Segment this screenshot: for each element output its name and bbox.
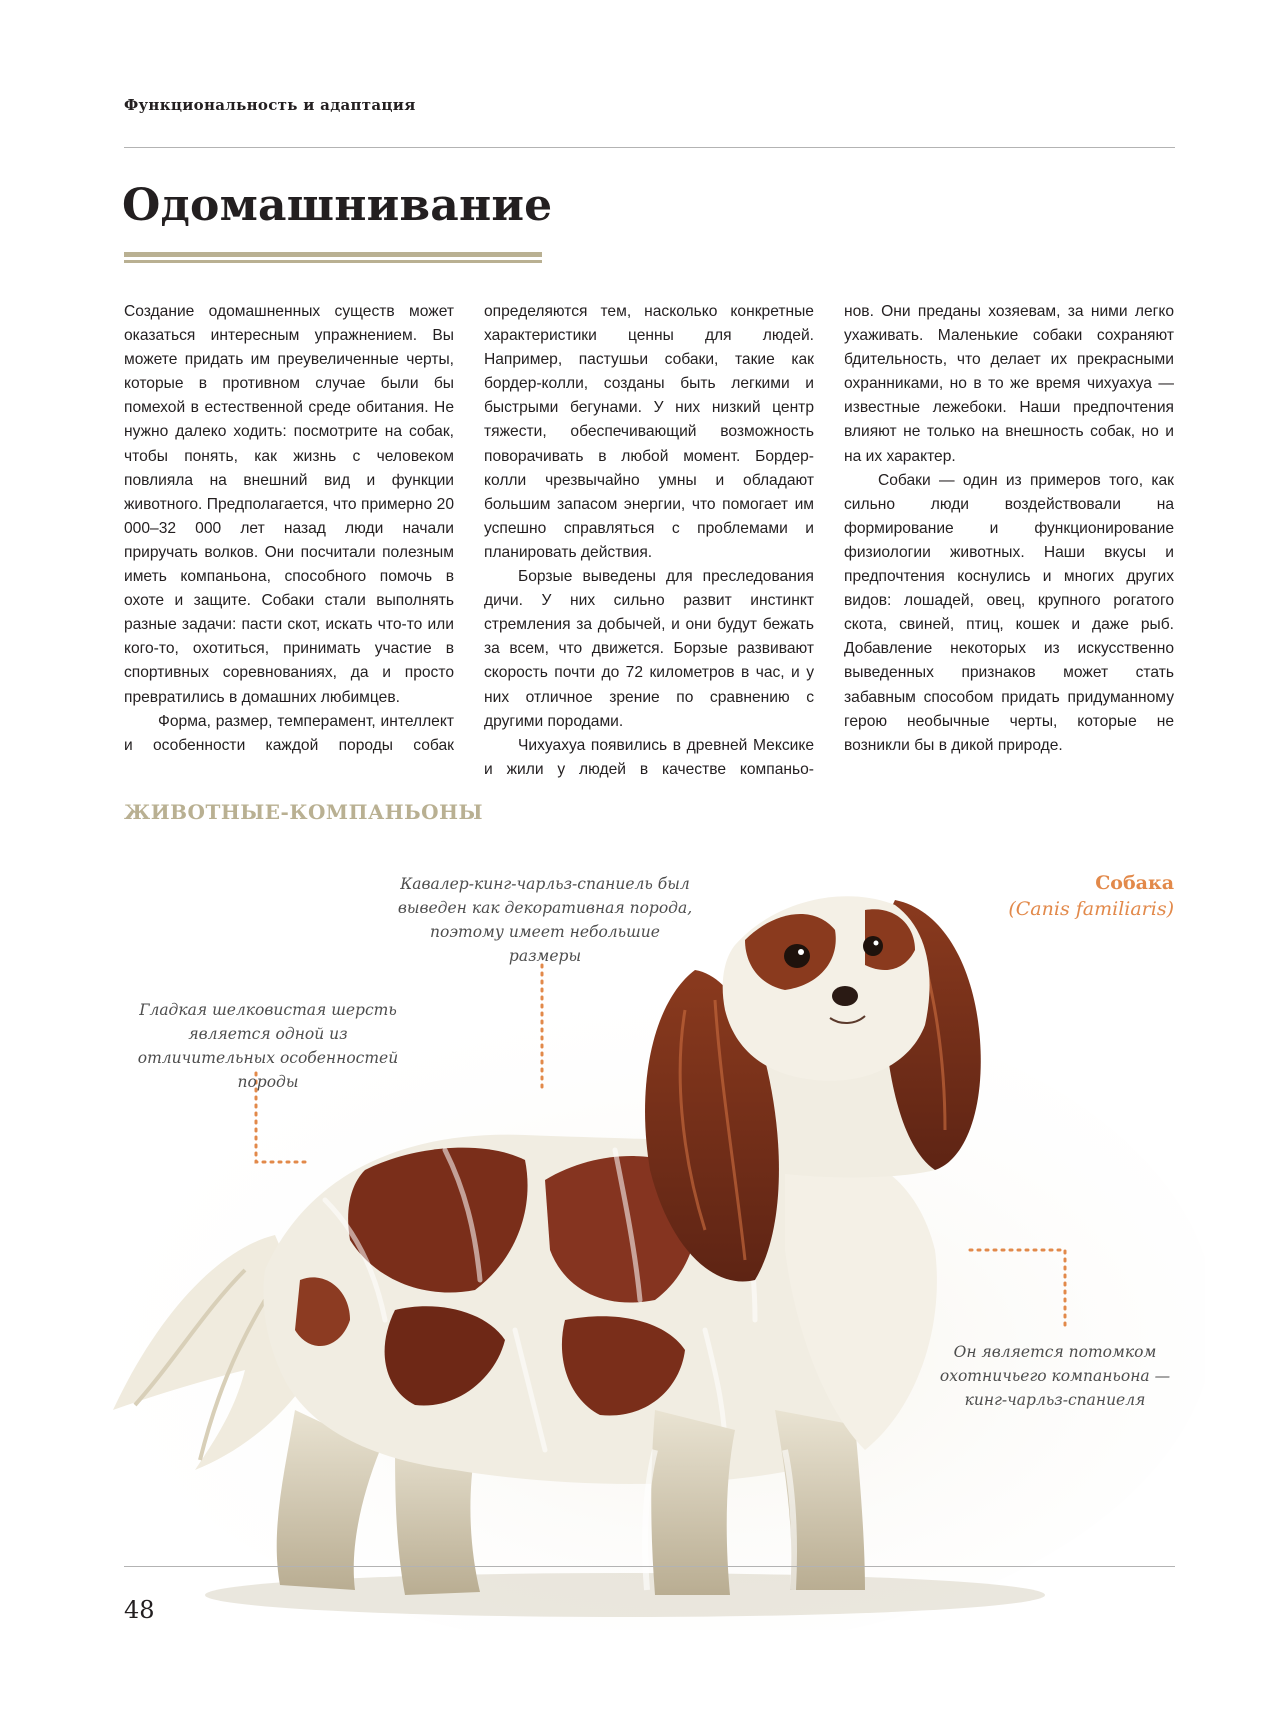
- eye-highlight: [874, 941, 879, 946]
- section-heading: ЖИВОТНЫЕ-КОМПАНЬОНЫ: [124, 800, 484, 824]
- callout-right: Он является потомком охотничьего компаньона — кинг-чарльз-спаниеля: [939, 1343, 1171, 1409]
- running-head: Функциональность и адаптация: [124, 96, 416, 114]
- species-latin-name: (Canis familiaris): [1008, 898, 1174, 920]
- callout-left: Гладкая шелковистая шерсть является одной из отличительных особенностей породы: [137, 1001, 399, 1091]
- eye-highlight: [798, 949, 804, 955]
- text-column-3: [844, 300, 1174, 758]
- text-column-2: [484, 300, 814, 782]
- top-rule: [124, 147, 1175, 148]
- callout-top: Кавалер-кинг-чарльз-спаниель был выведен как декоративная порода, поэтому имеет небольшие размеры: [397, 875, 693, 965]
- title-underline-thin: [124, 260, 542, 263]
- dog-front-leg: [651, 1410, 735, 1595]
- dog-nose: [832, 986, 858, 1006]
- title-underline: [124, 252, 542, 257]
- page-number: 48: [124, 1596, 155, 1624]
- page-title: Одомашнивание: [122, 180, 553, 231]
- dog-eye: [863, 936, 883, 956]
- species-label: [950, 870, 1174, 922]
- paragraph: Чихуахуа появились в древней Мексике и жили у людей в качестве компаньо-: [484, 736, 814, 778]
- text-column-1: [124, 300, 454, 758]
- bottom-rule: [124, 1566, 1175, 1567]
- paragraph: нов. Они преданы хозяевам, за ними легко ухаживать. Маленькие собаки сохраняют бдительность, что делает их прекрасными охранниками, но в то же время чихуахуа — известные лежебоки. Наши предпочтения влияют не только на внешность собак, но и на их характер.: [844, 303, 1174, 465]
- paragraph: Борзые выведены для преследования дичи. У них сильно развит инстинкт стремления за добычей, и они будут бежать за всем, что движется. Борзые развивают скорость почти до 72 километров в час, и у них отличное зрение по сравнению с другими породами.: [484, 568, 814, 730]
- paragraph: Создание одомашненных существ может оказаться интересным упражнением. Вы можете придать им преувеличенные черты, которые в противном случае были бы помехой в естественной среде обитания. Не нужно далеко ходить: посмотрите на собак, чтобы понять, как жизнь с человеком повлияла на внешний вид и функции животного. Предполагается, что примерно 20 000–32 000 лет назад люди начали приручать волков. Они посчитали полезным иметь компаньона, способного помочь в охоте и защите. Собаки стали выполнять разные задачи: пасти скот, искать что-то или кого-то, охотиться, принимать участие в спортивных соревнованиях, да и просто превратились в домашних любимцев.: [124, 303, 454, 706]
- species-common-name: Собака: [1095, 872, 1174, 894]
- paragraph: определяются тем, насколько конкретные характеристики ценны для людей. Например, пастушьи собаки, такие как бордер-колли, созданы быть легкими и быстрыми бегунами. У них низкий центр тяжести, обеспечивающий возможность поворачивать в любой момент. Бордер-колли чрезвычайно умны и обладают большим запасом энергии, что помогает им успешно справляться с проблемами и планировать действия.: [484, 303, 814, 561]
- paragraph: Форма, размер, темперамент, интеллект и особенности каждой породы собак: [124, 712, 454, 754]
- paragraph: Собаки — один из примеров того, как сильно люди воздействовали на формирование и функционирование физиологии животных. Наши вкусы и предпочтения коснулись и многих других видов: лошадей, овец, крупного рогатого скота, свиней, птиц, кошек и даже рыб. Добавление некоторых из искусственно выведенных признаков может стать забавным способом придать придуманному герою необычные черты, которые не возникли бы в дикой природе.: [844, 471, 1174, 754]
- dog-eye: [784, 944, 810, 968]
